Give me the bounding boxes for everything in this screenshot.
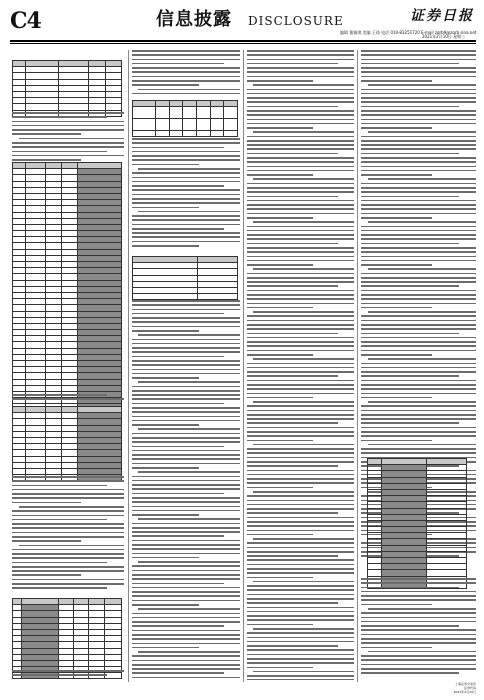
text-block [132,138,240,249]
column-divider [243,50,244,682]
column-3 [247,50,354,680]
column-divider [357,50,358,682]
section-subtitle: DISCLOSURE [248,14,344,28]
data-table [132,256,238,300]
text-block [12,476,124,592]
text-block [12,670,124,679]
masthead-rule [10,40,476,42]
data-table [132,100,238,137]
footer-line: 2021年2月10日 [453,690,476,694]
masthead [10,8,476,38]
text-block [361,578,476,676]
text-block [247,50,354,680]
text-block [12,112,124,163]
data-table [12,162,122,411]
data-table [12,406,122,481]
text-block [12,394,124,403]
column-divider [128,50,129,682]
text-block [132,50,240,97]
data-table [12,598,122,679]
newspaper-logo: 证券日报 [410,8,474,24]
column-4 [361,50,476,680]
page-number: C4 [10,8,41,34]
footer-signature [404,682,476,694]
masthead-rule-thin [10,43,476,44]
masthead-date: 2021年2月10日 星期三 [422,34,466,39]
footer-line: 证券代码 [463,686,476,690]
text-block [132,300,240,680]
data-table [12,60,122,117]
masthead-meta: 编辑 董雅琪 美编 王琦 电话 010-83251720 E-mail zqrb9@zqrb.sina.net [340,30,477,35]
footer-line: 上海证券交易所 [454,682,476,686]
column-1 [12,50,124,680]
column-2 [132,50,240,680]
section-title: 信息披露 [156,9,232,30]
data-table [367,458,467,589]
